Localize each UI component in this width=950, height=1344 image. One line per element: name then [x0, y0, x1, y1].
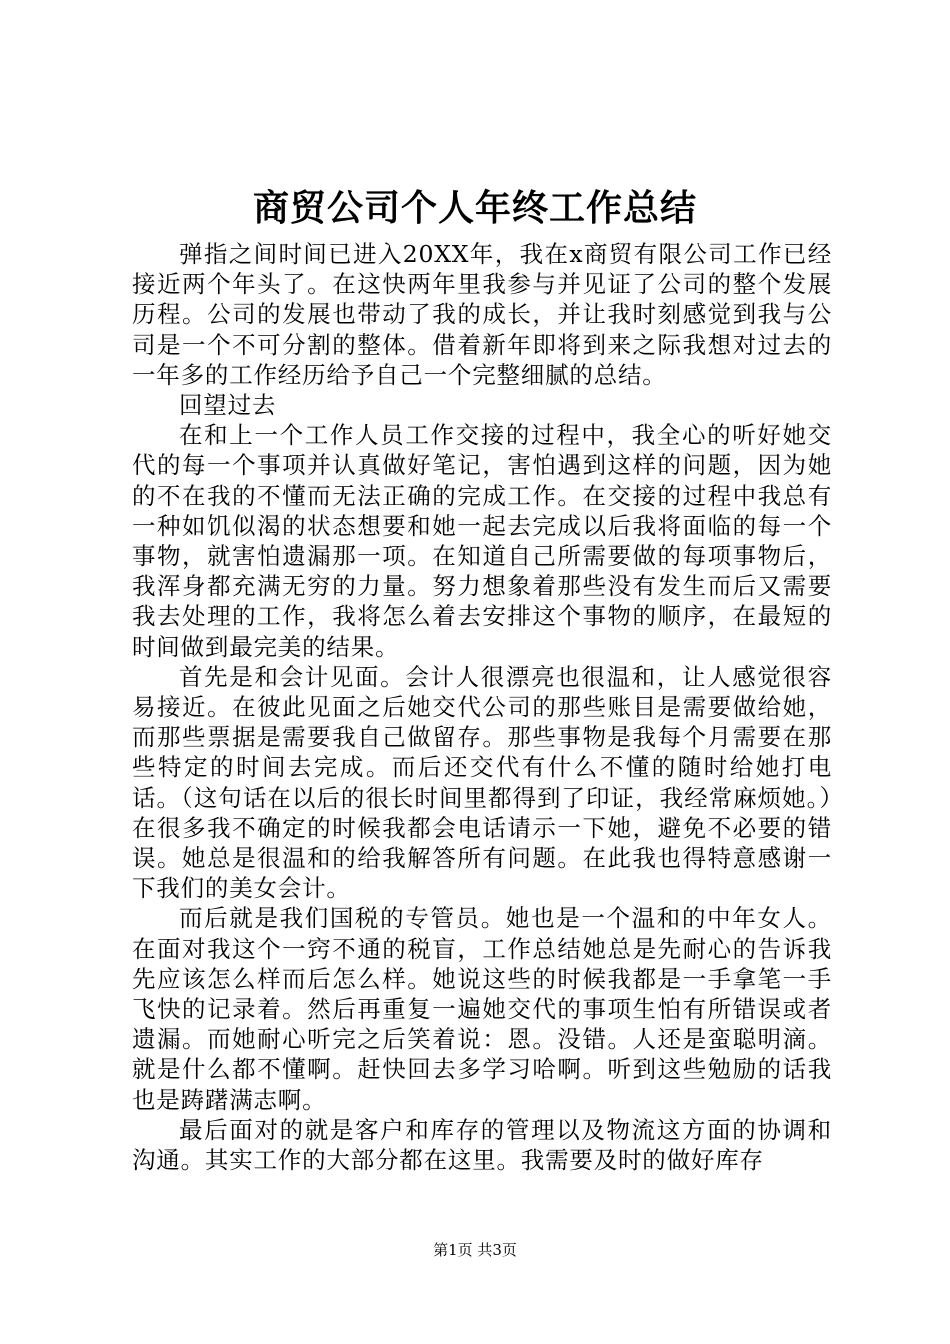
page-number-footer: 第1页 共3页	[433, 1241, 517, 1259]
section-heading-looking-back: 回望过去	[179, 391, 277, 420]
paragraph-handover: 在和上一个工作人员工作交接的过程中，我全心的听好她交代的每一个事项并认真做好笔记，害怕遇到这样的问题，因为她的不在我的不懂而无法正确的完成工作。在交接的过程中我总有一种如饥似渴的状态想要和她一起去完成以后我将面临的每一个事物，就害怕遗漏那一项。在知道自己所需要做的每项事物后，我浑身都充满无穷的力量。努力想象着那些没有发生而后又需要我去处理的工作，我将怎么着去安排这个事物的顺序，在最短的时间做到最完美的结果。	[132, 421, 832, 661]
paragraph-intro: 弹指之间时间已进入20XX年，我在x商贸有限公司工作已经接近两个年头了。在这快两年里我参与并见证了公司的整个发展历程。公司的发展也带动了我的成长，并让我时刻感觉到我与公司是一个不可分割的整体。借着新年即将到来之际我想对过去的一年多的工作经历给予自己一个完整细腻的总结。	[132, 240, 832, 389]
paragraph-accountant: 首先是和会计见面。会计人很漂亮也很温和，让人感觉很容易接近。在彼此见面之后她交代公司的那些账目是需要做给她，而那些票据是需要我自己做留存。那些事物是我每个月需要在那些特定的时间去完成。而后还交代有什么不懂的随时给她打电话。（这句话在以后的很长时间里都得到了印证，我经常麻烦她。）在很多我不确定的时候我都会电话请示一下她，避免不必要的错误。她总是很温和的给我解答所有问题。在此我也得特意感谢一下我们的美女会计。	[132, 662, 832, 903]
document-title: 商贸公司个人年终工作总结	[252, 187, 697, 229]
paragraph-customers-inventory: 最后面对的就是客户和库存的管理以及物流这方面的协调和沟通。其实工作的大部分都在这里。我需要及时的做好库存	[132, 1115, 832, 1175]
document-body	[132, 239, 832, 1175]
paragraph-tax-officer: 而后就是我们国税的专管员。她也是一个温和的中年女人。在面对我这个一窍不通的税盲，工作总结她总是先耐心的告诉我先应该怎么样而后怎么样。她说这些的时候我都是一手拿笔一手飞快的记录着。然后再重复一遍她交代的事项生怕有所错误或者遗漏。而她耐心听完之后笑着说：恩。没错。人还是蛮聪明滴。就是什么都不懂啊。赶快回去多学习哈啊。听到这些勉励的话我也是踌躇满志啊。	[132, 904, 832, 1114]
